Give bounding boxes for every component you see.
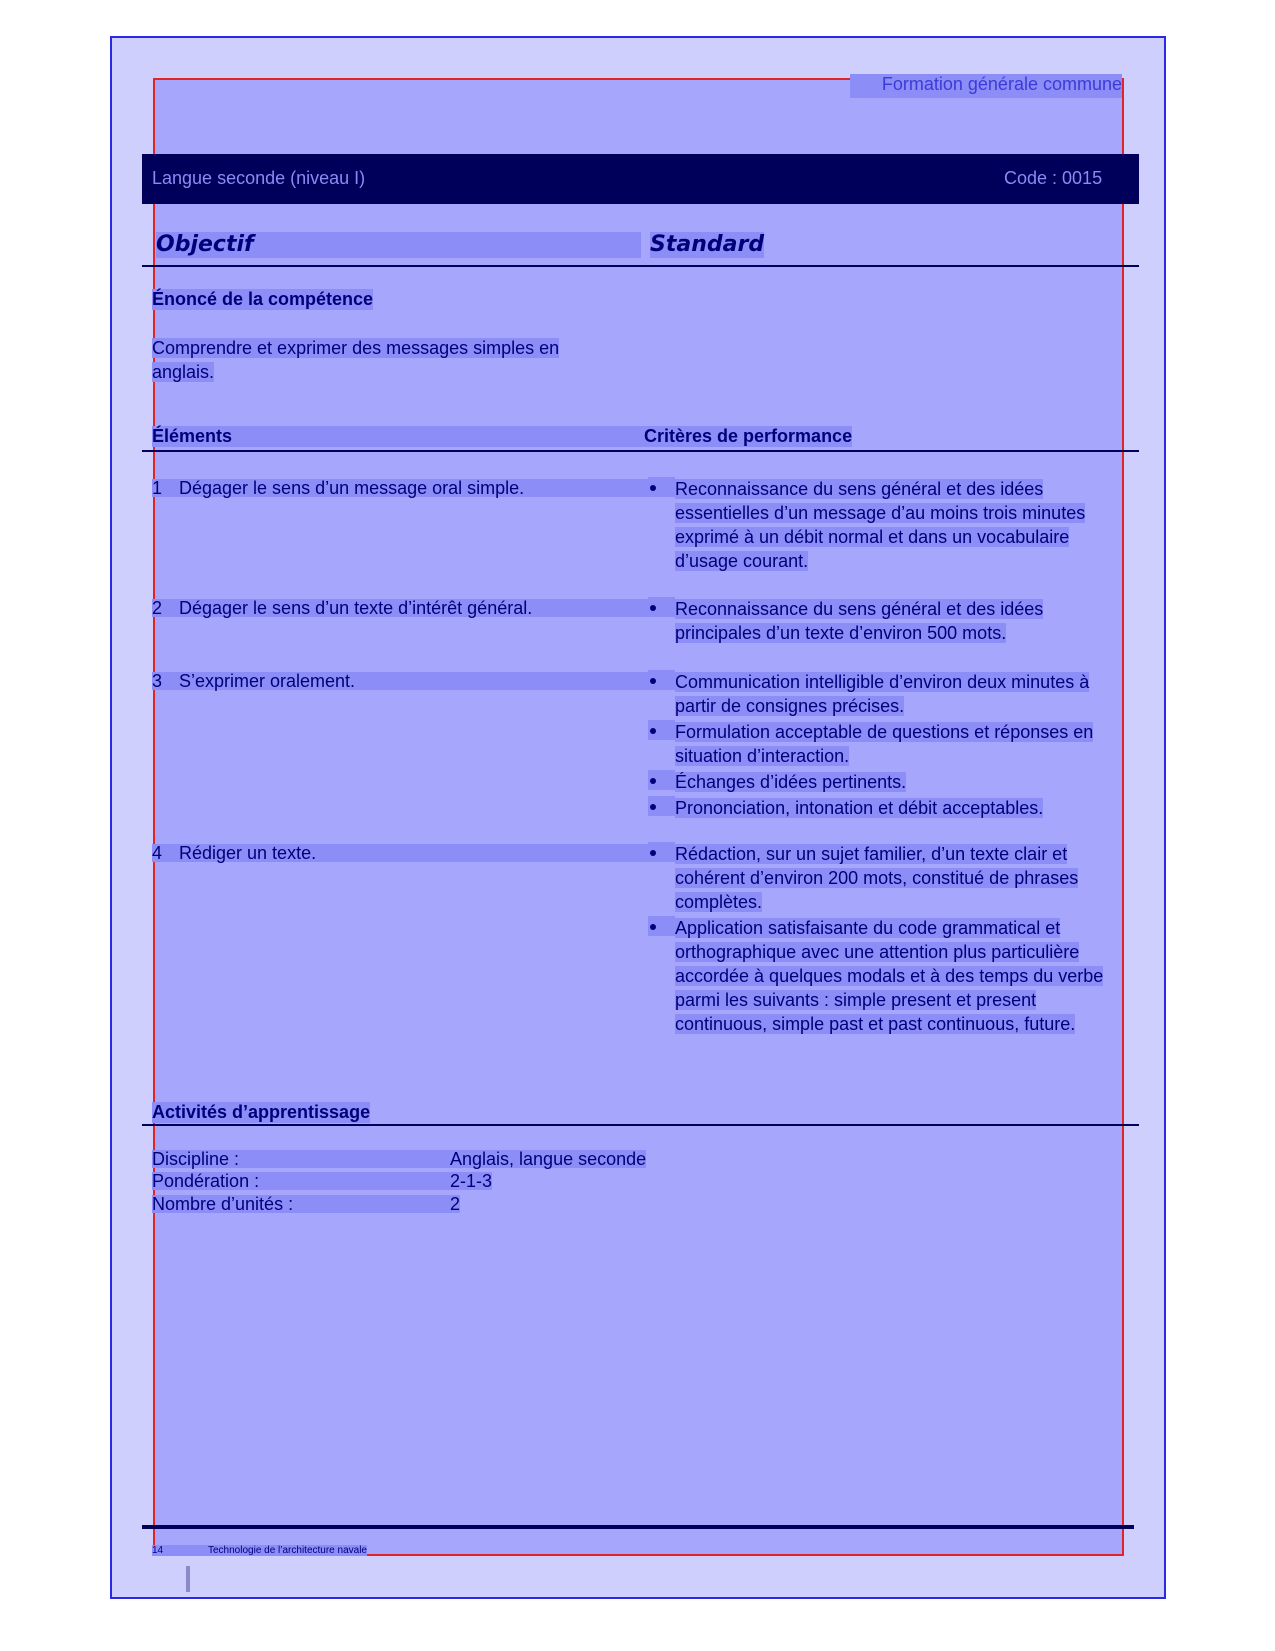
section-label: Formation générale commune — [850, 74, 1122, 98]
ponderation-label: Pondération : — [152, 1172, 450, 1190]
bullet-icon — [648, 842, 675, 862]
criteria-list — [648, 670, 1130, 822]
criterion-text: Reconnaissance du sens général et des idées essentielles d’un message d’au moins trois minutes exprimé à un débit normal et dans un vocabulaire d’usage courant. — [675, 479, 1086, 571]
ponderation-value: 2-1-3 — [450, 1171, 493, 1191]
course-code: Code : 0015 — [1004, 168, 1103, 188]
criterion-text: Rédaction, sur un sujet familier, d’un texte clair et cohérent d’environ 200 mots, constitué de phrases complètes. — [675, 844, 1079, 912]
standard-heading: Standard — [650, 232, 765, 257]
bullet-icon — [648, 720, 675, 740]
element-number: 1 — [152, 478, 163, 498]
criterion — [648, 796, 1130, 820]
elements-heading: Éléments — [152, 426, 644, 447]
discipline-value: Anglais, langue seconde — [450, 1149, 647, 1169]
discipline-label: Discipline : — [152, 1150, 450, 1168]
element-number: 2 — [152, 598, 163, 618]
element-row — [152, 599, 648, 617]
footer-program: Technologie de l’architecture navale — [208, 1545, 367, 1556]
competence-statement: Comprendre et exprimer des messages simples en anglais. — [152, 338, 560, 382]
criterion-text: Prononciation, intonation et débit acceptables. — [675, 798, 1044, 818]
divider — [142, 450, 1139, 452]
footer-divider — [142, 1525, 1134, 1529]
element-text: S’exprimer oralement. — [179, 671, 356, 691]
page-footer — [152, 1545, 367, 1556]
criterion-text: Application satisfaisante du code grammatical et orthographique avec une attention plus particulière accordée à quelques modals et à des temps du verbe parmi les suivants : simple present et present continuous, simple past et past continuous, future. — [675, 918, 1104, 1034]
element-text: Dégager le sens d’un texte d’intérêt général. — [179, 598, 533, 618]
bullet-icon — [648, 770, 675, 790]
course-title: Langue seconde (niveau I) — [152, 168, 366, 188]
activities-heading: Activités d’apprentissage — [152, 1102, 371, 1122]
element-row — [152, 479, 648, 497]
criterion-text: Communication intelligible d’environ deux minutes à partir de consignes précises. — [675, 672, 1090, 716]
element-number: 3 — [152, 671, 163, 691]
competence-heading: Énoncé de la compétence — [152, 289, 374, 309]
units-label: Nombre d’unités : — [152, 1195, 450, 1213]
criterion — [648, 720, 1130, 768]
criterion-text: Formulation acceptable de questions et réponses en situation d’interaction. — [675, 722, 1094, 766]
criterion — [648, 842, 1130, 914]
text-cursor — [186, 1566, 190, 1592]
criterion — [648, 916, 1130, 1036]
bullet-icon — [648, 477, 675, 497]
element-row — [152, 844, 648, 862]
element-row — [152, 672, 648, 690]
objectif-heading: Objectif — [156, 232, 641, 258]
criteria-list — [648, 477, 1130, 575]
criteria-heading: Critères de performance — [644, 426, 853, 446]
divider — [142, 265, 1139, 267]
element-text: Rédiger un texte. — [179, 843, 317, 863]
page-number: 14 — [152, 1545, 164, 1556]
criterion-text: Reconnaissance du sens général et des idées principales d’un texte d’environ 500 mots. — [675, 599, 1044, 643]
element-number: 4 — [152, 843, 163, 863]
bullet-icon — [648, 597, 675, 617]
element-text: Dégager le sens d’un message oral simple. — [179, 478, 525, 498]
criteria-list — [648, 597, 1130, 647]
criterion — [648, 477, 1130, 573]
criterion — [648, 597, 1130, 645]
bullet-icon — [648, 670, 675, 690]
units-value: 2 — [450, 1194, 461, 1214]
bullet-icon — [648, 796, 675, 816]
criterion — [648, 670, 1130, 718]
criteria-list — [648, 842, 1130, 1038]
criterion — [648, 770, 1130, 794]
criterion-text: Échanges d’idées pertinents. — [675, 772, 907, 792]
bullet-icon — [648, 916, 675, 936]
competence-text — [152, 336, 622, 384]
divider — [142, 1124, 1139, 1126]
